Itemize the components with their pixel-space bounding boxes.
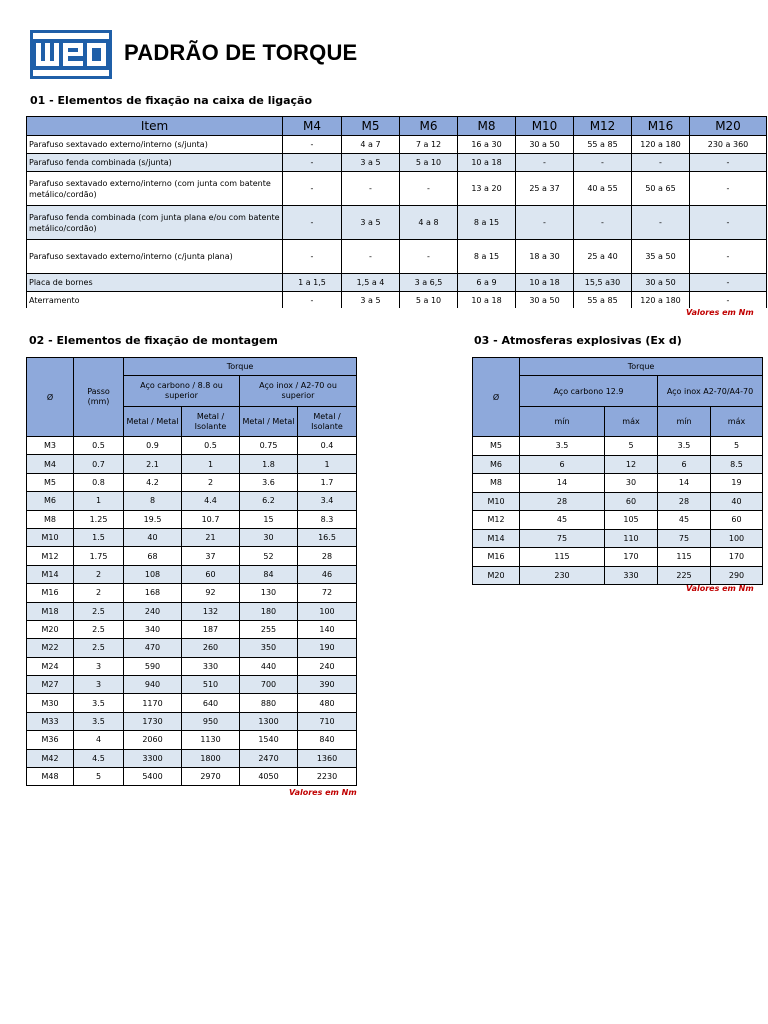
section2-cell: 840: [298, 731, 357, 749]
section2-cell: 21: [182, 528, 240, 546]
section2-cell: 640: [182, 694, 240, 712]
section3-cell: 170: [605, 548, 658, 567]
section2-cell: 1.25: [74, 510, 124, 528]
section2-cell: M16: [27, 584, 74, 602]
section1-cell: -: [632, 206, 690, 240]
section2-cell: 240: [124, 602, 182, 620]
section3-cell: 110: [605, 529, 658, 548]
section2-cell: 255: [240, 620, 298, 638]
section2-cell: M22: [27, 639, 74, 657]
section3-cell: 100: [711, 529, 763, 548]
section2-cell: 2470: [240, 749, 298, 767]
section1-cell: 120 a 180: [632, 136, 690, 154]
section2-cell: M3: [27, 437, 74, 455]
section1-cell: 3 a 6,5: [400, 274, 458, 292]
section2-cell: 72: [298, 584, 357, 602]
section1-cell: -: [574, 154, 632, 172]
section2-cell: 130: [240, 584, 298, 602]
section1-cell: -: [283, 154, 342, 172]
section2-cell: 3300: [124, 749, 182, 767]
section1-cell: 13 a 20: [458, 172, 516, 206]
section2-cell: 0.7: [74, 455, 124, 473]
section1-cell: 1 a 1,5: [283, 274, 342, 292]
section2-cell: 3.5: [74, 712, 124, 730]
section2-cell: 480: [298, 694, 357, 712]
section2-cell: 340: [124, 620, 182, 638]
section2-cell: M14: [27, 565, 74, 583]
section1-table-row: [27, 292, 767, 309]
section2-col-diameter: Ø: [27, 358, 74, 437]
section2-cell: 0.75: [240, 437, 298, 455]
section2-cell: 1130: [182, 731, 240, 749]
section2-cell: 2230: [298, 768, 357, 786]
section1-col-m10: M10: [516, 117, 574, 136]
section3-cell: 5: [605, 437, 658, 456]
section3-table-row: [473, 548, 763, 567]
section1-cell: 10 a 18: [458, 292, 516, 309]
section1-cell: 5 a 10: [400, 154, 458, 172]
section2-table-row: [27, 437, 357, 455]
section3-table-row: [473, 529, 763, 548]
section2-cell: 1.5: [74, 528, 124, 546]
section3-cell: 170: [711, 548, 763, 567]
section1-cell: 4 a 7: [342, 136, 400, 154]
section2-cell: 5: [74, 768, 124, 786]
section1-cell: Parafuso fenda combinada (s/junta): [27, 154, 283, 172]
section2-table: [26, 357, 357, 786]
section2-cell: 350: [240, 639, 298, 657]
section1-cell: -: [283, 172, 342, 206]
section2-table-row: [27, 547, 357, 565]
section3-cell: 45: [520, 511, 605, 530]
section2-table-row: [27, 657, 357, 675]
section1-cell: 25 a 37: [516, 172, 574, 206]
section2-cell: 168: [124, 584, 182, 602]
section2-cell: 2: [74, 565, 124, 583]
section1-cell: -: [574, 206, 632, 240]
section3-cell: 75: [520, 529, 605, 548]
section2-cell: 3.4: [298, 492, 357, 510]
section1-cell: -: [400, 240, 458, 274]
section3-cell: 290: [711, 566, 763, 585]
section2-cell: 2.1: [124, 455, 182, 473]
section2-cell: 0.5: [74, 437, 124, 455]
section2-cell: M27: [27, 676, 74, 694]
section1-cell: 1,5 a 4: [342, 274, 400, 292]
section3-cell: 330: [605, 566, 658, 585]
section3-cell: 14: [658, 474, 711, 493]
section2-cell: 470: [124, 639, 182, 657]
section3-sub-max-2: máx: [711, 407, 763, 437]
section2-cell: 3.5: [74, 694, 124, 712]
section2-cell: 2970: [182, 768, 240, 786]
section2-cell: 3: [74, 657, 124, 675]
section1-table: [26, 116, 767, 308]
section2-cell: 37: [182, 547, 240, 565]
section2-cell: M20: [27, 620, 74, 638]
section1-cell: 3 a 5: [342, 154, 400, 172]
section1-cell: -: [283, 292, 342, 309]
section2-cell: M42: [27, 749, 74, 767]
section2-group-carbon: Aço carbono / 8.8 ou superior: [124, 376, 240, 407]
section2-group-inox: Aço inox / A2-70 ou superior: [240, 376, 357, 407]
section2-cell: M18: [27, 602, 74, 620]
section2-cell: 590: [124, 657, 182, 675]
section1-table-row: [27, 274, 767, 292]
section1-cell: 5 a 10: [400, 292, 458, 309]
section2-cell: 92: [182, 584, 240, 602]
section2-sub-metal-isolante-2: Metal / Isolante: [298, 407, 357, 437]
section3-cell: 6: [658, 455, 711, 474]
section3-cell: 225: [658, 566, 711, 585]
section2-cell: 6.2: [240, 492, 298, 510]
section1-table-row: [27, 206, 767, 240]
section2-cell: 710: [298, 712, 357, 730]
section3-cell: 45: [658, 511, 711, 530]
section1-cell: -: [283, 136, 342, 154]
section2-torque-label: Torque: [124, 358, 357, 376]
section2-table-row: [27, 473, 357, 491]
section2-cell: 330: [182, 657, 240, 675]
section3-cell: 14: [520, 474, 605, 493]
section3-cell: 105: [605, 511, 658, 530]
section1-cell: 35 a 50: [632, 240, 690, 274]
section1-col-m4: M4: [283, 117, 342, 136]
section1-cell: 120 a 180: [632, 292, 690, 309]
section2-cell: 880: [240, 694, 298, 712]
section2-cell: 52: [240, 547, 298, 565]
section1-cell: 8 a 15: [458, 240, 516, 274]
weg-logo: [30, 30, 112, 79]
section2-cell: M33: [27, 712, 74, 730]
section2-cell: 1540: [240, 731, 298, 749]
section2-cell: 4: [74, 731, 124, 749]
section3-table-row: [473, 455, 763, 474]
section3-cell: 60: [711, 511, 763, 530]
section2-cell: 1: [298, 455, 357, 473]
section2-cell: 4.4: [182, 492, 240, 510]
section2-table-row: [27, 565, 357, 583]
section2-cell: 2: [182, 473, 240, 491]
section2-cell: 140: [298, 620, 357, 638]
section2-cell: 950: [182, 712, 240, 730]
section1-cell: 25 a 40: [574, 240, 632, 274]
section3-group-inox: Aço inox A2-70/A4-70: [658, 376, 763, 407]
section1-cell: 30 a 50: [632, 274, 690, 292]
section3-cell: 5: [711, 437, 763, 456]
section3-units-note: Valores em Nm: [686, 584, 754, 593]
section3-cell: M6: [473, 455, 520, 474]
section2-cell: 100: [298, 602, 357, 620]
section2-cell: 28: [298, 547, 357, 565]
section2-cell: 700: [240, 676, 298, 694]
section2-table-row: [27, 731, 357, 749]
section1-cell: -: [342, 172, 400, 206]
section2-cell: 15: [240, 510, 298, 528]
section2-cell: 190: [298, 639, 357, 657]
section2-cell: 1: [182, 455, 240, 473]
section1-cell: -: [516, 206, 574, 240]
section3-cell: 3.5: [658, 437, 711, 456]
section2-cell: M12: [27, 547, 74, 565]
section3-sub-max-1: máx: [605, 407, 658, 437]
section3-table-row: [473, 566, 763, 585]
section1-cell: Aterramento: [27, 292, 283, 309]
section1-cell: 55 a 85: [574, 292, 632, 309]
section1-cell: 10 a 18: [516, 274, 574, 292]
section3-cell: M20: [473, 566, 520, 585]
section1-cell: Placa de bornes: [27, 274, 283, 292]
section1-cell: 16 a 30: [458, 136, 516, 154]
section2-cell: 1.75: [74, 547, 124, 565]
section1-cell: 40 a 55: [574, 172, 632, 206]
section3-cell: 19: [711, 474, 763, 493]
section2-cell: 260: [182, 639, 240, 657]
section1-cell: 230 a 360: [690, 136, 767, 154]
section3-cell: 115: [658, 548, 711, 567]
section2-cell: 46: [298, 565, 357, 583]
section1-cell: 4 a 8: [400, 206, 458, 240]
section2-cell: 60: [182, 565, 240, 583]
section2-cell: 30: [240, 528, 298, 546]
section1-col-m5: M5: [342, 117, 400, 136]
section1-cell: -: [690, 154, 767, 172]
section1-table-row: [27, 240, 767, 274]
section3-cell: 40: [711, 492, 763, 511]
section2-cell: 1360: [298, 749, 357, 767]
section2-cell: 4.2: [124, 473, 182, 491]
section1-cell: 50 a 65: [632, 172, 690, 206]
section3-sub-min-1: mín: [520, 407, 605, 437]
section2-cell: 1300: [240, 712, 298, 730]
section1-col-m20: M20: [690, 117, 767, 136]
section2-cell: 240: [298, 657, 357, 675]
section3-cell: M16: [473, 548, 520, 567]
section2-table-row: [27, 455, 357, 473]
section2-cell: 2.5: [74, 620, 124, 638]
section2-cell: 40: [124, 528, 182, 546]
section1-cell: 30 a 50: [516, 292, 574, 309]
section2-cell: 1.7: [298, 473, 357, 491]
section2-cell: M36: [27, 731, 74, 749]
section2-cell: 1170: [124, 694, 182, 712]
section3-cell: 6: [520, 455, 605, 474]
section2-cell: M24: [27, 657, 74, 675]
section3-cell: 8.5: [711, 455, 763, 474]
section3-cell: M12: [473, 511, 520, 530]
section2-cell: 16.5: [298, 528, 357, 546]
section2-cell: 10.7: [182, 510, 240, 528]
section2-cell: 68: [124, 547, 182, 565]
section3-table-clip: [472, 357, 768, 585]
section1-cell: 6 a 9: [458, 274, 516, 292]
section2-cell: 1.8: [240, 455, 298, 473]
section2-cell: 2.5: [74, 602, 124, 620]
section2-cell: 3.6: [240, 473, 298, 491]
section1-col-item: Item: [27, 117, 283, 136]
section2-table-row: [27, 768, 357, 786]
section2-cell: 187: [182, 620, 240, 638]
section2-cell: M4: [27, 455, 74, 473]
section3-table: [472, 357, 763, 585]
section1-col-m6: M6: [400, 117, 458, 136]
section3-group-carbon: Aço carbono 12.9: [520, 376, 658, 407]
section1-col-m16: M16: [632, 117, 690, 136]
section1-cell: -: [283, 206, 342, 240]
section2-cell: 5400: [124, 768, 182, 786]
section2-cell: 132: [182, 602, 240, 620]
section2-cell: 940: [124, 676, 182, 694]
section3-cell: M5: [473, 437, 520, 456]
section2-cell: M30: [27, 694, 74, 712]
section2-cell: 2060: [124, 731, 182, 749]
section1-cell: -: [690, 240, 767, 274]
section2-table-row: [27, 492, 357, 510]
page-title: PADRÃO DE TORQUE: [124, 40, 358, 65]
section1-header-row: [27, 117, 767, 136]
section1-cell: Parafuso fenda combinada (com junta plana e/ou com batente metálico/cordão): [27, 206, 283, 240]
section2-table-row: [27, 676, 357, 694]
section2-cell: 0.5: [182, 437, 240, 455]
section3-cell: M14: [473, 529, 520, 548]
section3-cell: 30: [605, 474, 658, 493]
section2-cell: 0.9: [124, 437, 182, 455]
section3-cell: 28: [658, 492, 711, 511]
section1-cell: -: [342, 240, 400, 274]
section2-units-note: Valores em Nm: [289, 788, 357, 797]
section1-cell: 3 a 5: [342, 206, 400, 240]
section1-cell: -: [690, 292, 767, 309]
section2-cell: M5: [27, 473, 74, 491]
section3-table-row: [473, 474, 763, 493]
section2-cell: M6: [27, 492, 74, 510]
section2-cell: 2: [74, 584, 124, 602]
section3-sub-min-2: mín: [658, 407, 711, 437]
section2-table-row: [27, 712, 357, 730]
section2-cell: 0.4: [298, 437, 357, 455]
section2-col-pitch: Passo (mm): [74, 358, 124, 437]
section1-cell: -: [690, 172, 767, 206]
section3-cell: 12: [605, 455, 658, 474]
section1-cell: 15,5 a30: [574, 274, 632, 292]
section1-cell: Parafuso sextavado externo/interno (c/junta plana): [27, 240, 283, 274]
section2-table-row: [27, 639, 357, 657]
section1-cell: -: [400, 172, 458, 206]
section2-cell: 108: [124, 565, 182, 583]
section2-table-row: [27, 749, 357, 767]
section1-col-m8: M8: [458, 117, 516, 136]
section3-col-diameter: Ø: [473, 358, 520, 437]
section3-cell: M10: [473, 492, 520, 511]
section3-cell: 28: [520, 492, 605, 511]
section2-table-row: [27, 620, 357, 638]
section3-table-row: [473, 437, 763, 456]
section1-col-m12: M12: [574, 117, 632, 136]
section3-cell: 3.5: [520, 437, 605, 456]
section2-cell: 180: [240, 602, 298, 620]
section2-cell: M48: [27, 768, 74, 786]
section1-title: 01 - Elementos de fixação na caixa de ligação: [30, 94, 313, 107]
section2-sub-metal-metal-2: Metal / Metal: [240, 407, 298, 437]
section2-table-row: [27, 528, 357, 546]
section1-cell: -: [283, 240, 342, 274]
section1-table-row: [27, 154, 767, 172]
section2-cell: 84: [240, 565, 298, 583]
section2-cell: 1800: [182, 749, 240, 767]
section2-cell: 1: [74, 492, 124, 510]
section2-cell: 0.8: [74, 473, 124, 491]
section2-cell: 440: [240, 657, 298, 675]
section2-cell: 4.5: [74, 749, 124, 767]
section3-torque-label: Torque: [520, 358, 763, 376]
section1-units-note: Valores em Nm: [686, 308, 754, 317]
section1-cell: 30 a 50: [516, 136, 574, 154]
section1-cell: 3 a 5: [342, 292, 400, 309]
section3-title: 03 - Atmosferas explosivas (Ex d): [474, 334, 682, 347]
section1-table-clip: [26, 116, 768, 308]
section3-cell: 230: [520, 566, 605, 585]
section3-cell: M8: [473, 474, 520, 493]
section3-cell: 115: [520, 548, 605, 567]
section1-cell: Parafuso sextavado externo/interno (com junta com batente metálico/cordão): [27, 172, 283, 206]
section2-cell: M10: [27, 528, 74, 546]
section2-table-row: [27, 602, 357, 620]
section2-cell: 2.5: [74, 639, 124, 657]
section2-cell: M8: [27, 510, 74, 528]
section2-cell: 8: [124, 492, 182, 510]
section1-cell: 10 a 18: [458, 154, 516, 172]
section3-cell: 60: [605, 492, 658, 511]
section1-cell: -: [690, 206, 767, 240]
section2-table-row: [27, 584, 357, 602]
section2-cell: 390: [298, 676, 357, 694]
section2-cell: 8.3: [298, 510, 357, 528]
section2-cell: 1730: [124, 712, 182, 730]
section3-table-row: [473, 511, 763, 530]
section2-sub-metal-isolante-1: Metal / Isolante: [182, 407, 240, 437]
section1-cell: -: [690, 274, 767, 292]
section2-cell: 3: [74, 676, 124, 694]
section1-cell: Parafuso sextavado externo/interno (s/junta): [27, 136, 283, 154]
section1-table-row: [27, 172, 767, 206]
section2-cell: 4050: [240, 768, 298, 786]
section1-cell: 55 a 85: [574, 136, 632, 154]
section1-cell: -: [632, 154, 690, 172]
section1-cell: 18 a 30: [516, 240, 574, 274]
section1-table-row: [27, 136, 767, 154]
section2-title: 02 - Elementos de fixação de montagem: [29, 334, 278, 347]
section2-cell: 19.5: [124, 510, 182, 528]
section1-cell: 8 a 15: [458, 206, 516, 240]
section3-cell: 75: [658, 529, 711, 548]
section2-sub-metal-metal-1: Metal / Metal: [124, 407, 182, 437]
section3-table-row: [473, 492, 763, 511]
section2-table-row: [27, 510, 357, 528]
section1-cell: 7 a 12: [400, 136, 458, 154]
section1-cell: -: [516, 154, 574, 172]
section2-cell: 510: [182, 676, 240, 694]
section2-table-row: [27, 694, 357, 712]
